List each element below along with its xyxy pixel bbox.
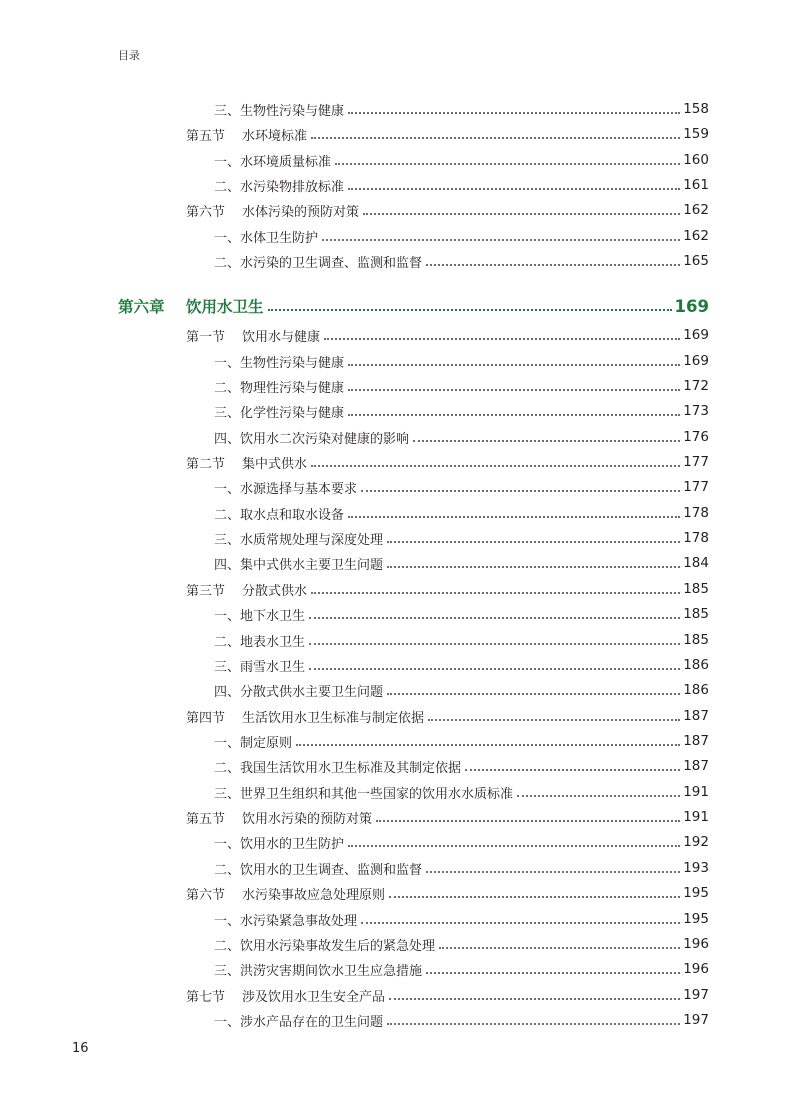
toc-entry-label: 生活饮用水卫生标准与制定依据 [242, 710, 425, 726]
dot-leader [311, 591, 680, 594]
toc-entry-number: 第七节 [186, 989, 226, 1005]
toc-section[interactable] [186, 704, 709, 728]
dot-leader [376, 819, 680, 822]
dot-leader [309, 667, 680, 670]
dot-leader [335, 162, 680, 165]
toc-entry-label: 三、雨雪水卫生 [214, 659, 306, 675]
toc-entry-page: 186 [683, 657, 709, 673]
dot-leader [387, 540, 680, 543]
toc-entry-page: 173 [683, 403, 709, 419]
toc-entry-page: 185 [683, 581, 709, 597]
dot-leader [361, 489, 680, 492]
toc-entry-label: 集中式供水 [242, 456, 308, 472]
toc-item[interactable] [214, 349, 709, 373]
toc-entry-label: 二、我国生活饮用水卫生标准及其制定依据 [214, 760, 462, 776]
toc-entry-page: 195 [683, 911, 709, 927]
toc-entry-label: 一、水环境质量标准 [214, 154, 332, 170]
toc-section[interactable] [186, 323, 709, 347]
toc-entry-page: 196 [683, 961, 709, 977]
dot-leader [363, 212, 680, 215]
toc-entry-page: 177 [683, 454, 709, 470]
toc-entry-page: 185 [683, 632, 709, 648]
dot-leader [413, 439, 680, 442]
toc-entry-page: 191 [683, 784, 709, 800]
toc-entry-page: 178 [683, 530, 709, 546]
toc-item[interactable] [214, 780, 709, 804]
dot-leader [348, 111, 680, 114]
dot-leader [309, 642, 680, 645]
toc-entry-number: 第六章 [118, 298, 165, 316]
toc-entry-page: 158 [683, 101, 709, 117]
toc-section[interactable] [186, 122, 709, 146]
toc-entry-label: 三、化学性污染与健康 [214, 405, 345, 421]
toc-entry-label: 一、地下水卫生 [214, 608, 306, 624]
toc-entry-page: 159 [683, 126, 709, 142]
toc-entry-label: 四、饮用水二次污染对健康的影响 [214, 431, 410, 447]
dot-leader [348, 515, 680, 518]
dot-leader [324, 337, 680, 340]
toc-item[interactable] [214, 907, 709, 931]
toc-section[interactable] [186, 805, 709, 829]
toc-section[interactable] [186, 450, 709, 474]
dot-leader [348, 187, 680, 190]
toc-item[interactable] [214, 830, 709, 854]
toc-entry-label: 二、水污染的卫生调查、监测和监督 [214, 255, 423, 271]
toc-entry-label: 二、饮用水的卫生调查、监测和监督 [214, 862, 423, 878]
dot-leader [389, 997, 680, 1000]
toc-item[interactable] [214, 224, 709, 248]
dot-leader [389, 895, 680, 898]
dot-leader [309, 616, 680, 619]
toc-entry-number: 第六节 [186, 204, 226, 220]
toc-entry-page: 169 [683, 327, 709, 343]
toc-chapter[interactable] [118, 291, 709, 321]
dot-leader [517, 794, 680, 797]
toc-entry-number: 第五节 [186, 811, 226, 827]
toc-entry-label: 水污染事故应急处理原则 [242, 887, 386, 903]
toc-item[interactable] [214, 551, 709, 575]
toc-item[interactable] [214, 148, 709, 172]
dot-leader [387, 565, 680, 568]
toc-item[interactable] [214, 1008, 709, 1032]
toc-entry-label: 一、制定原则 [214, 735, 293, 751]
toc-entry-page: 197 [683, 987, 709, 1003]
toc-item[interactable] [214, 653, 709, 677]
toc-entry-label: 二、饮用水污染事故发生后的紧急处理 [214, 938, 436, 954]
toc-entry-label: 三、洪涝灾害期间饮水卫生应急措施 [214, 963, 423, 979]
toc-entry-label: 水环境标准 [242, 128, 308, 144]
dot-leader [348, 363, 680, 366]
toc-entry-label: 一、涉水产品存在的卫生问题 [214, 1014, 384, 1030]
toc-entry-page: 162 [683, 228, 709, 244]
toc-entry-number: 第一节 [186, 329, 226, 345]
toc-item[interactable] [214, 856, 709, 880]
toc-section[interactable] [186, 983, 709, 1007]
toc-entry-label: 四、集中式供水主要卫生问题 [214, 557, 384, 573]
page-number: 16 [72, 1041, 89, 1056]
toc-entry-number: 第六节 [186, 887, 226, 903]
toc-entry-label: 一、饮用水的卫生防护 [214, 836, 345, 852]
toc-entry-label: 水体污染的预防对策 [242, 204, 360, 220]
toc-entry-page: 160 [683, 152, 709, 168]
toc-entry-label: 饮用水卫生 [186, 298, 264, 316]
toc-item[interactable] [214, 729, 709, 753]
dot-leader [387, 692, 680, 695]
dot-leader [296, 743, 680, 746]
toc-entry-label: 一、水源选择与基本要求 [214, 481, 358, 497]
toc-entry-label: 四、分散式供水主要卫生问题 [214, 684, 384, 700]
toc-entry-label: 涉及饮用水卫生安全产品 [242, 989, 386, 1005]
dot-leader [439, 946, 680, 949]
toc-entry-label: 二、水污染物排放标准 [214, 179, 345, 195]
toc-entry-label: 三、水质常规处理与深度处理 [214, 532, 384, 548]
toc-entry-number: 第四节 [186, 710, 226, 726]
toc-item[interactable] [214, 678, 709, 702]
toc-entry-label: 一、水体卫生防护 [214, 230, 319, 246]
toc-entry-page: 169 [683, 353, 709, 369]
toc-entry-page: 195 [683, 885, 709, 901]
toc-entry-page: 185 [683, 606, 709, 622]
toc-item[interactable] [214, 374, 709, 398]
toc-item[interactable] [214, 628, 709, 652]
toc-item[interactable] [214, 475, 709, 499]
toc-entry-label: 饮用水与健康 [242, 329, 321, 345]
toc-entry-page: 178 [683, 505, 709, 521]
toc-entry-page: 177 [683, 479, 709, 495]
toc-entry-page: 184 [683, 555, 709, 571]
toc-entry-page: 196 [683, 936, 709, 952]
toc-item[interactable] [214, 425, 709, 449]
dot-leader [361, 921, 680, 924]
toc-entry-number: 第三节 [186, 583, 226, 599]
toc-entry-page: 197 [683, 1012, 709, 1028]
dot-leader [311, 136, 680, 139]
dot-leader [268, 308, 672, 311]
dot-leader [426, 870, 680, 873]
toc-entry-page: 162 [683, 202, 709, 218]
toc-item[interactable] [214, 602, 709, 626]
toc-entry-page: 193 [683, 860, 709, 876]
toc-entry-page: 165 [683, 253, 709, 269]
toc-entry-number: 第二节 [186, 456, 226, 472]
toc-entry-page: 187 [683, 708, 709, 724]
toc-item[interactable] [214, 399, 709, 423]
dot-leader [311, 464, 680, 467]
toc-entry-number: 第五节 [186, 128, 226, 144]
dot-leader [387, 1022, 680, 1025]
toc-entry-label: 二、地表水卫生 [214, 634, 306, 650]
toc-section[interactable] [186, 577, 709, 601]
toc-entry-page: 192 [683, 834, 709, 850]
dot-leader [322, 238, 680, 241]
toc-entry-label: 三、世界卫生组织和其他一些国家的饮用水水质标准 [214, 786, 514, 802]
toc-entry-label: 三、生物性污染与健康 [214, 103, 345, 119]
toc-item[interactable] [214, 526, 709, 550]
toc-entry-page: 172 [683, 378, 709, 394]
toc-item[interactable] [214, 754, 709, 778]
dot-leader [426, 263, 680, 266]
toc-item[interactable] [214, 957, 709, 981]
toc-entry-label: 一、生物性污染与健康 [214, 355, 345, 371]
toc-section[interactable] [186, 198, 709, 222]
dot-leader [348, 844, 680, 847]
toc-entry-page: 186 [683, 682, 709, 698]
toc-entry-page: 169 [674, 296, 709, 316]
dot-leader [348, 413, 680, 416]
toc-item[interactable] [214, 932, 709, 956]
dot-leader [426, 971, 680, 974]
toc-item[interactable] [214, 249, 709, 273]
toc-entry-label: 分散式供水 [242, 583, 308, 599]
toc-entry-page: 161 [683, 177, 709, 193]
toc-entry-label: 一、水污染紧急事故处理 [214, 913, 358, 929]
toc-entry-page: 191 [683, 809, 709, 825]
dot-leader [428, 718, 680, 721]
toc-entry-label: 二、物理性污染与健康 [214, 380, 345, 396]
toc-entry-label: 饮用水污染的预防对策 [242, 811, 373, 827]
toc-entry-page: 176 [683, 429, 709, 445]
toc-item[interactable] [214, 173, 709, 197]
toc-entry-page: 187 [683, 733, 709, 749]
toc-item[interactable] [214, 501, 709, 525]
dot-leader [465, 768, 680, 771]
dot-leader [348, 388, 680, 391]
running-header: 目录 [118, 49, 140, 62]
toc-item[interactable] [214, 97, 709, 121]
toc-entry-page: 187 [683, 758, 709, 774]
toc-entry-label: 二、取水点和取水设备 [214, 507, 345, 523]
toc-section[interactable] [186, 881, 709, 905]
